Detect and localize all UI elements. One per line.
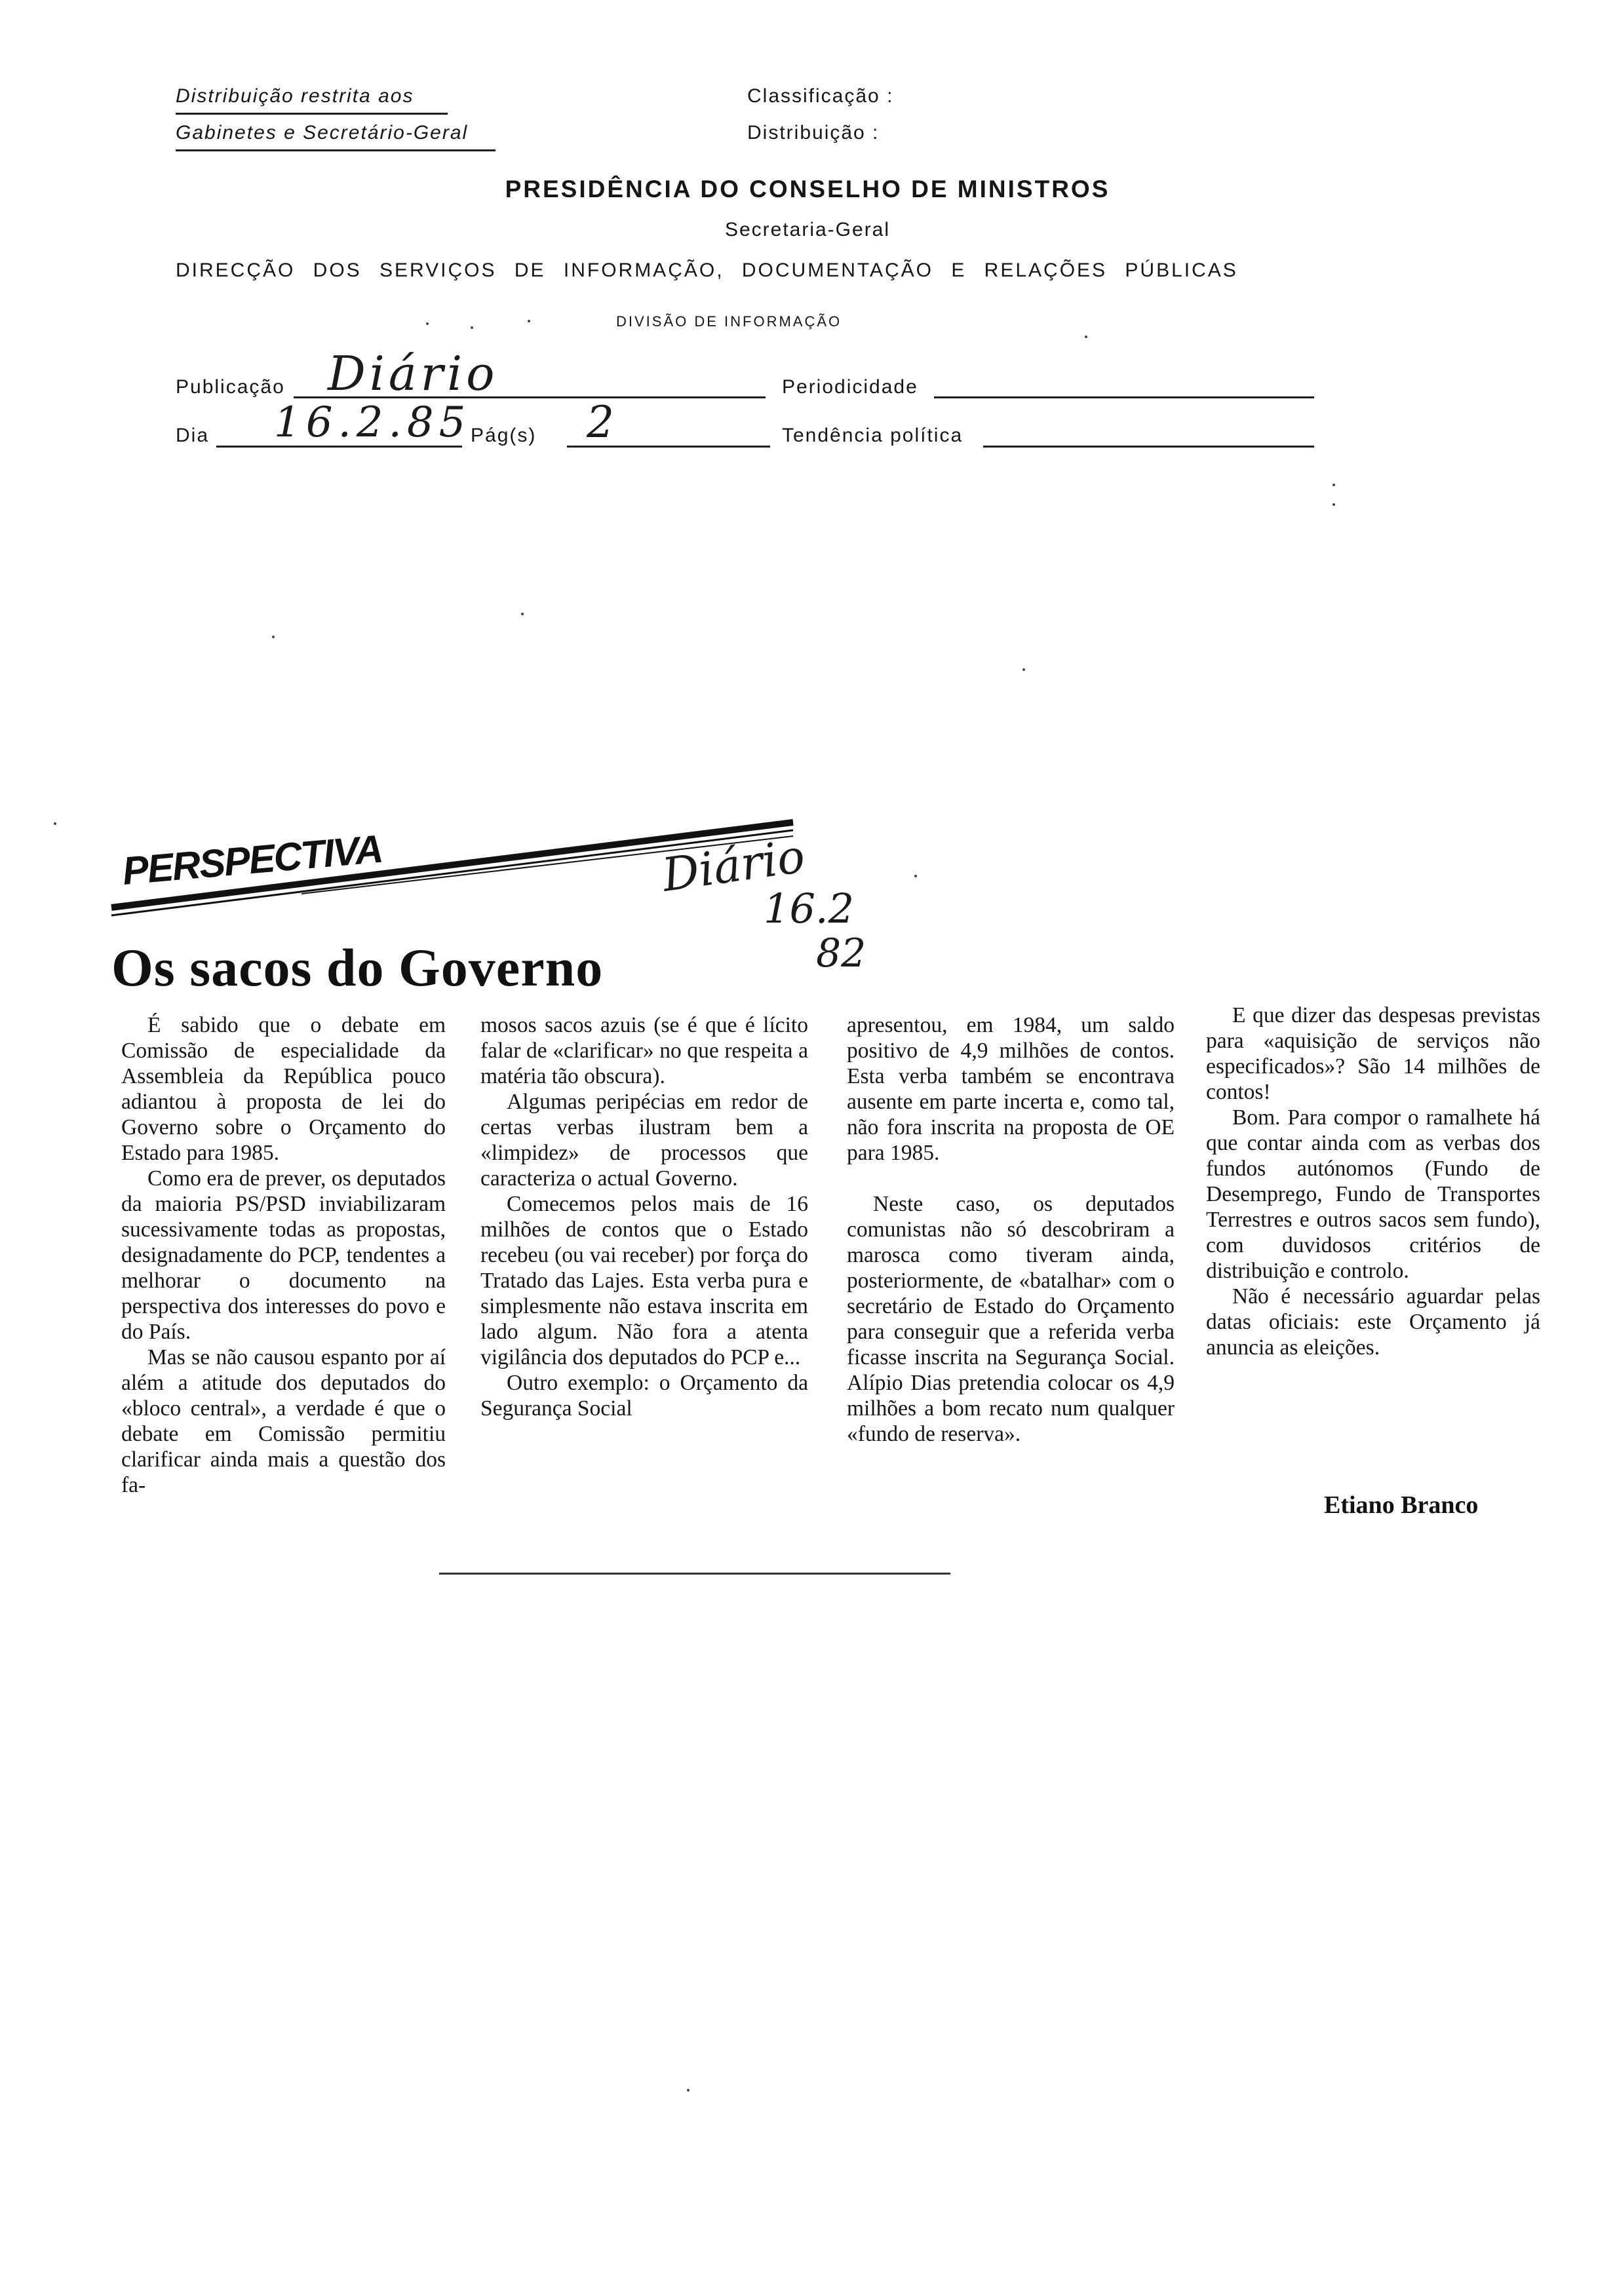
scan-speck	[272, 636, 275, 638]
article-column-2	[480, 1012, 808, 1421]
classificacao-label: Classificação :	[747, 85, 894, 107]
tendencia-field-line	[983, 446, 1314, 448]
scan-speck	[54, 822, 56, 825]
paragraph: apresentou, em 1984, um saldo positivo de 4,9 milhões de contos. Esta verba também se encontrava ausente em parte incerta e, como tal, não fora inscrita na proposta de OE para 1985.	[847, 1013, 1175, 1165]
paragraph: Mas se não causou espanto por aí além a atitude dos deputados do «bloco central», a verdade é que o debate em Comissão permitiu clarificar ainda mais a questão dos fa-	[121, 1345, 446, 1497]
scan-speck	[471, 326, 473, 329]
distribution-restriction-line1: Distribuição restrita aos	[176, 85, 414, 107]
paragraph: Bom. Para compor o ramalhete há que contar ainda com as verbas dos fundos autónomos (Fundo de Desemprego, Fundo de Transportes Terrestres e outros sacos sem fundo), com duvidosos critérios de distribuição e controlo.	[1206, 1105, 1540, 1283]
article-headline: Os sacos do Governo	[111, 938, 604, 997]
scan-speck	[521, 613, 524, 615]
publicacao-handwritten-value: Diário	[328, 346, 499, 401]
handwritten-annotation-publication: Diário	[659, 829, 808, 902]
paragraph: Comecemos pelos mais de 16 milhões de contos que o Estado recebeu (ou vai receber) por força do Tratado das Lajes. Esta verba pura e simplesmente não estava inscrita em lado algum. Não fora a atenta vigilância dos deputados do PCP e...	[480, 1192, 808, 1369]
periodicidade-field-line	[934, 396, 1314, 398]
paragraph: Algumas peripécias em redor de certas verbas ilustram bem a «limpidez» de processos que caracteriza o actual Governo.	[480, 1090, 808, 1191]
article-column-4	[1206, 1003, 1540, 1360]
distribution-underline-1	[176, 113, 448, 115]
paragraph: Não é necessário aguardar pelas datas oficiais: este Orçamento já anuncia as eleições.	[1206, 1284, 1540, 1360]
division-title: DIVISÃO DE INFORMAÇÃO	[616, 313, 842, 330]
article-column-3	[847, 1012, 1175, 1447]
paragraph: E que dizer das despesas previstas para «aquisição de serviços não especificados»? São 14 milhões de contos!	[1206, 1003, 1540, 1104]
pags-handwritten-value: 2	[587, 397, 614, 448]
paragraph: mosos sacos azuis (se é que é lícito falar de «clarificar» no que respeita a matéria tão obscura).	[480, 1013, 808, 1088]
dia-label: Dia	[176, 425, 210, 446]
paragraph: Outro exemplo: o Orçamento da Segurança Social	[480, 1371, 808, 1421]
scan-speck	[528, 320, 530, 322]
distribution-restriction-line2: Gabinetes e Secretário-Geral	[176, 122, 469, 144]
handwritten-annotation-date: 16.2	[764, 885, 855, 932]
scan-speck	[914, 875, 917, 877]
periodicidade-label: Periodicidade	[782, 376, 918, 398]
pags-label: Pág(s)	[471, 425, 537, 446]
scan-speck	[1085, 335, 1087, 338]
scan-speck	[1333, 484, 1335, 486]
paragraph: É sabido que o debate em Comissão de especialidade da Assembleia da República pouco adiantou à proposta de lei do Governo sobre o Orçamento do Estado para 1985.	[121, 1013, 446, 1165]
publicacao-label: Publicação	[176, 376, 285, 398]
distribuicao-label: Distribuição :	[747, 122, 880, 144]
article-byline: Etiano Branco	[1324, 1491, 1479, 1519]
scan-speck	[687, 2089, 690, 2092]
secretaria-geral: Secretaria-Geral	[724, 219, 891, 240]
organization-title: PRESIDÊNCIA DO CONSELHO DE MINISTROS	[505, 176, 1110, 202]
section-label: PERSPECTIVA	[121, 826, 384, 894]
scan-speck	[1022, 668, 1025, 671]
distribution-underline-2	[176, 149, 496, 151]
directorate-title: DIRECÇÃO DOS SERVIÇOS DE INFORMAÇÃO, DOCUMENTAÇÃO E RELAÇÕES PÚBLICAS	[176, 259, 1238, 281]
paragraph: Neste caso, os deputados comunistas não só descobriram a marosca como tiveram ainda, posteriormente, de «batalhar» com o secretário de Estado do Orçamento para conseguir que a referida verba ficasse inscrita na Segurança Social. Alípio Dias pretendia colocar os 4,9 milhões a bom recato num qualquer «fundo de reserva».	[847, 1192, 1175, 1446]
tendencia-label: Tendência política	[782, 425, 963, 446]
scan-speck	[1333, 503, 1335, 506]
scan-speck	[426, 322, 429, 325]
clipping-bottom-rule	[439, 1573, 950, 1575]
paragraph: Como era de prever, os deputados da maioria PS/PSD inviabilizaram sucessivamente todas as propostas, designadamente do PCP, tendentes a melhorar o documento na perspectiva dos interesses do povo e do País.	[121, 1166, 446, 1344]
handwritten-annotation-number: 82	[816, 930, 866, 976]
dia-handwritten-value: 16.2.85	[274, 398, 471, 447]
article-column-1	[121, 1012, 446, 1498]
